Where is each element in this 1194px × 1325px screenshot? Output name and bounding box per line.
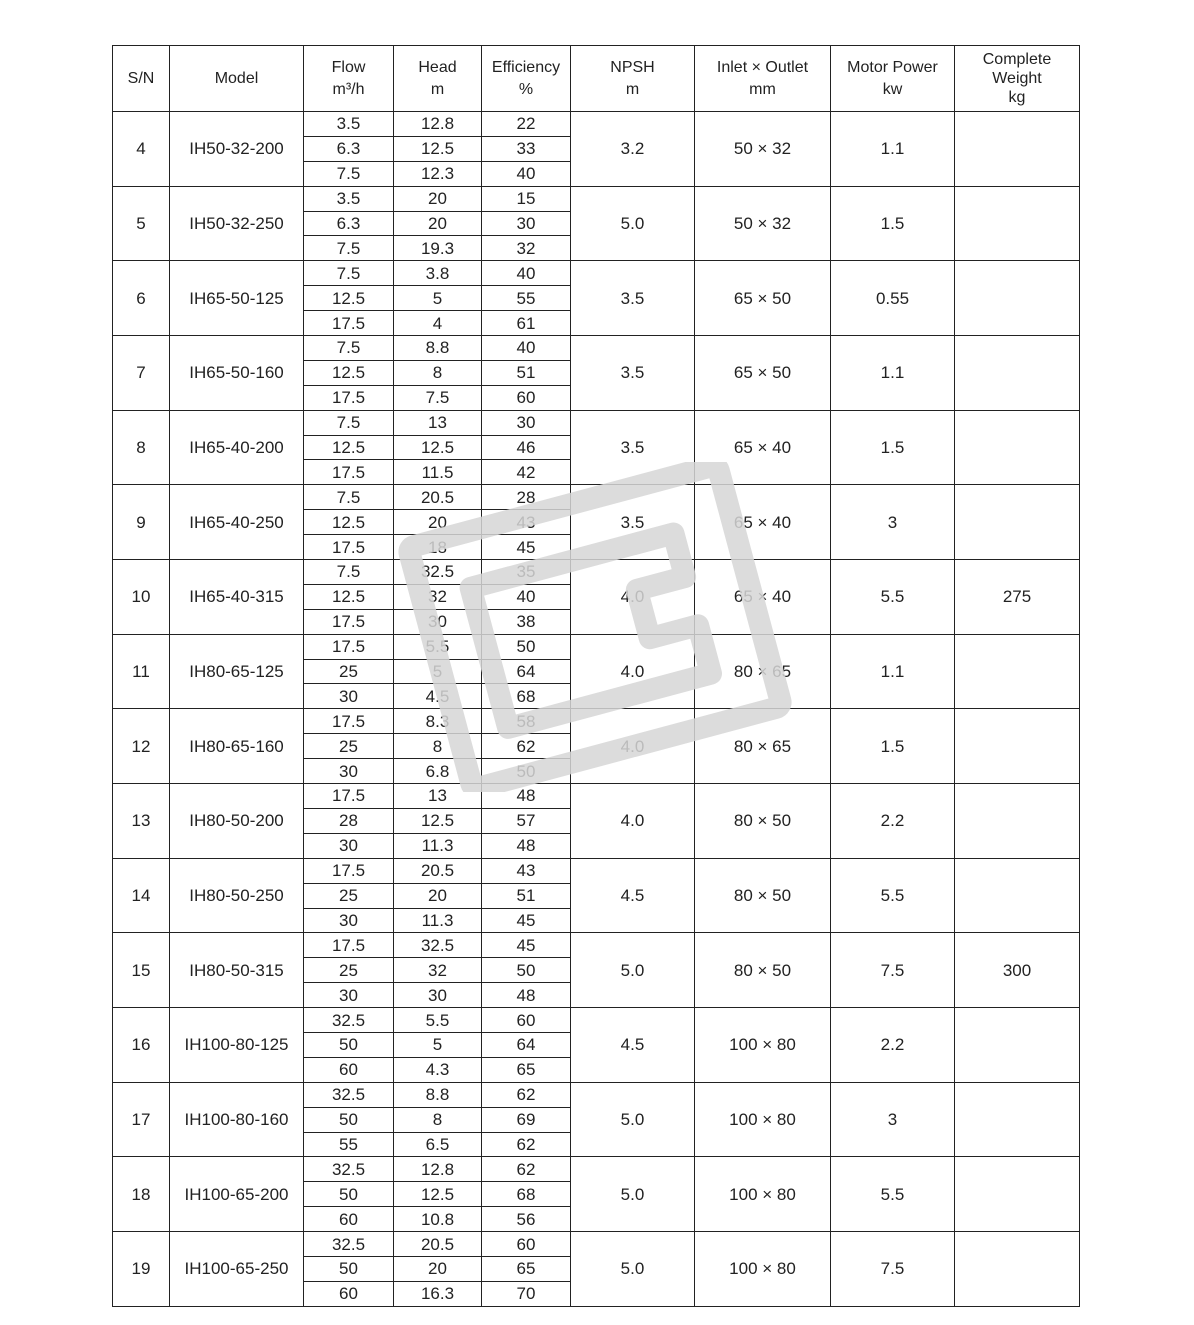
table-row <box>113 485 1080 510</box>
table-row <box>113 336 1080 361</box>
cell-sn: 17 <box>113 1082 170 1157</box>
cell-head: 12.5 <box>394 808 482 833</box>
cell-motor-power: 2.2 <box>831 1008 955 1083</box>
cell-sn: 16 <box>113 1008 170 1083</box>
cell-flow: 50 <box>304 1182 394 1207</box>
cell-inlet-outlet: 65 × 50 <box>695 261 831 336</box>
cell-inlet-outlet: 80 × 50 <box>695 784 831 859</box>
cell-flow: 50 <box>304 1032 394 1057</box>
cell-head: 19.3 <box>394 236 482 261</box>
cell-flow: 12.5 <box>304 584 394 609</box>
cell-head: 4.3 <box>394 1057 482 1082</box>
header-weight: Complete Weight kg <box>955 46 1080 112</box>
cell-efficiency: 22 <box>482 112 571 137</box>
cell-head: 11.3 <box>394 908 482 933</box>
table-row <box>113 1008 1080 1033</box>
cell-efficiency: 70 <box>482 1281 571 1306</box>
cell-flow: 17.5 <box>304 609 394 634</box>
cell-weight <box>955 1008 1080 1083</box>
cell-flow: 12.5 <box>304 360 394 385</box>
cell-flow: 7.5 <box>304 161 394 186</box>
cell-motor-power: 5.5 <box>831 560 955 635</box>
cell-efficiency: 43 <box>482 510 571 535</box>
cell-efficiency: 30 <box>482 410 571 435</box>
cell-weight <box>955 112 1080 187</box>
cell-flow: 7.5 <box>304 236 394 261</box>
cell-inlet-outlet: 65 × 40 <box>695 410 831 485</box>
cell-weight: 300 <box>955 933 1080 1008</box>
cell-head: 16.3 <box>394 1281 482 1306</box>
cell-weight <box>955 485 1080 560</box>
cell-flow: 30 <box>304 759 394 784</box>
cell-head: 10.8 <box>394 1207 482 1232</box>
cell-flow: 50 <box>304 1107 394 1132</box>
cell-efficiency: 62 <box>482 734 571 759</box>
cell-head: 30 <box>394 983 482 1008</box>
cell-efficiency: 42 <box>482 460 571 485</box>
cell-motor-power: 2.2 <box>831 784 955 859</box>
cell-weight <box>955 261 1080 336</box>
cell-weight <box>955 336 1080 411</box>
cell-npsh: 3.5 <box>571 485 695 560</box>
cell-motor-power: 5.5 <box>831 1157 955 1232</box>
cell-inlet-outlet: 65 × 40 <box>695 485 831 560</box>
cell-efficiency: 57 <box>482 808 571 833</box>
table-body <box>113 112 1080 1307</box>
cell-efficiency: 35 <box>482 560 571 585</box>
table-row <box>113 709 1080 734</box>
cell-weight <box>955 634 1080 709</box>
cell-efficiency: 51 <box>482 360 571 385</box>
cell-model: IH80-50-200 <box>170 784 304 859</box>
cell-head: 12.5 <box>394 136 482 161</box>
cell-sn: 4 <box>113 112 170 187</box>
cell-efficiency: 62 <box>482 1157 571 1182</box>
cell-weight <box>955 410 1080 485</box>
cell-model: IH80-65-160 <box>170 709 304 784</box>
cell-weight <box>955 1232 1080 1307</box>
cell-sn: 7 <box>113 336 170 411</box>
cell-head: 30 <box>394 609 482 634</box>
cell-efficiency: 51 <box>482 883 571 908</box>
cell-flow: 60 <box>304 1207 394 1232</box>
cell-model: IH100-65-250 <box>170 1232 304 1307</box>
cell-npsh: 5.0 <box>571 1157 695 1232</box>
cell-npsh: 5.0 <box>571 1082 695 1157</box>
cell-inlet-outlet: 65 × 50 <box>695 336 831 411</box>
table-row <box>113 1082 1080 1107</box>
cell-flow: 30 <box>304 908 394 933</box>
header-head: Head m <box>394 46 482 112</box>
cell-efficiency: 45 <box>482 535 571 560</box>
cell-motor-power: 1.5 <box>831 709 955 784</box>
cell-motor-power: 3 <box>831 1082 955 1157</box>
cell-npsh: 4.0 <box>571 709 695 784</box>
cell-efficiency: 60 <box>482 1008 571 1033</box>
cell-head: 32 <box>394 584 482 609</box>
cell-flow: 60 <box>304 1057 394 1082</box>
cell-motor-power: 1.1 <box>831 634 955 709</box>
cell-flow: 30 <box>304 684 394 709</box>
cell-efficiency: 43 <box>482 858 571 883</box>
header-motor-power: Motor Power kw <box>831 46 955 112</box>
cell-head: 7.5 <box>394 385 482 410</box>
cell-head: 8.8 <box>394 336 482 361</box>
cell-flow: 25 <box>304 883 394 908</box>
cell-head: 8 <box>394 360 482 385</box>
cell-inlet-outlet: 80 × 65 <box>695 709 831 784</box>
cell-model: IH65-40-200 <box>170 410 304 485</box>
cell-motor-power: 3 <box>831 485 955 560</box>
table-row <box>113 784 1080 809</box>
cell-efficiency: 60 <box>482 1232 571 1257</box>
table-row <box>113 560 1080 585</box>
cell-model: IH100-80-160 <box>170 1082 304 1157</box>
table-row <box>113 1232 1080 1257</box>
cell-npsh: 4.0 <box>571 560 695 635</box>
header-flow: Flow m³/h <box>304 46 394 112</box>
cell-weight <box>955 784 1080 859</box>
cell-head: 11.3 <box>394 833 482 858</box>
table-row <box>113 112 1080 137</box>
cell-sn: 15 <box>113 933 170 1008</box>
cell-efficiency: 48 <box>482 784 571 809</box>
cell-flow: 17.5 <box>304 311 394 336</box>
cell-head: 13 <box>394 410 482 435</box>
cell-motor-power: 1.5 <box>831 410 955 485</box>
cell-inlet-outlet: 100 × 80 <box>695 1008 831 1083</box>
cell-efficiency: 48 <box>482 833 571 858</box>
cell-sn: 9 <box>113 485 170 560</box>
table-row <box>113 410 1080 435</box>
cell-efficiency: 28 <box>482 485 571 510</box>
cell-efficiency: 33 <box>482 136 571 161</box>
table-row <box>113 1157 1080 1182</box>
cell-head: 12.5 <box>394 1182 482 1207</box>
cell-flow: 17.5 <box>304 385 394 410</box>
cell-head: 5 <box>394 659 482 684</box>
cell-head: 20 <box>394 1256 482 1281</box>
cell-head: 8 <box>394 734 482 759</box>
cell-model: IH80-50-315 <box>170 933 304 1008</box>
cell-flow: 17.5 <box>304 933 394 958</box>
cell-sn: 5 <box>113 186 170 261</box>
cell-efficiency: 32 <box>482 236 571 261</box>
cell-inlet-outlet: 50 × 32 <box>695 186 831 261</box>
cell-efficiency: 30 <box>482 211 571 236</box>
cell-weight <box>955 709 1080 784</box>
cell-flow: 7.5 <box>304 261 394 286</box>
cell-efficiency: 64 <box>482 1032 571 1057</box>
cell-head: 5.5 <box>394 634 482 659</box>
cell-weight <box>955 1157 1080 1232</box>
cell-head: 20.5 <box>394 858 482 883</box>
cell-npsh: 3.2 <box>571 112 695 187</box>
cell-motor-power: 1.1 <box>831 336 955 411</box>
cell-sn: 18 <box>113 1157 170 1232</box>
header-inlet-outlet: Inlet × Outlet mm <box>695 46 831 112</box>
cell-model: IH100-80-125 <box>170 1008 304 1083</box>
cell-model: IH50-32-200 <box>170 112 304 187</box>
cell-flow: 6.3 <box>304 136 394 161</box>
cell-inlet-outlet: 100 × 80 <box>695 1157 831 1232</box>
cell-head: 6.5 <box>394 1132 482 1157</box>
cell-efficiency: 45 <box>482 908 571 933</box>
cell-model: IH80-50-250 <box>170 858 304 933</box>
cell-head: 20 <box>394 211 482 236</box>
cell-npsh: 3.5 <box>571 410 695 485</box>
cell-npsh: 3.5 <box>571 336 695 411</box>
cell-efficiency: 62 <box>482 1132 571 1157</box>
cell-flow: 12.5 <box>304 510 394 535</box>
cell-npsh: 5.0 <box>571 1232 695 1307</box>
table-row <box>113 858 1080 883</box>
cell-flow: 7.5 <box>304 410 394 435</box>
cell-motor-power: 5.5 <box>831 858 955 933</box>
header-efficiency: Efficiency % <box>482 46 571 112</box>
cell-head: 8.3 <box>394 709 482 734</box>
cell-head: 8 <box>394 1107 482 1132</box>
cell-inlet-outlet: 80 × 50 <box>695 933 831 1008</box>
cell-inlet-outlet: 100 × 80 <box>695 1082 831 1157</box>
cell-efficiency: 62 <box>482 1082 571 1107</box>
cell-flow: 30 <box>304 983 394 1008</box>
cell-flow: 17.5 <box>304 535 394 560</box>
cell-head: 20 <box>394 510 482 535</box>
header-npsh: NPSH m <box>571 46 695 112</box>
cell-inlet-outlet: 80 × 50 <box>695 858 831 933</box>
cell-weight <box>955 858 1080 933</box>
cell-npsh: 4.5 <box>571 1008 695 1083</box>
cell-npsh: 4.0 <box>571 634 695 709</box>
cell-efficiency: 65 <box>482 1057 571 1082</box>
cell-inlet-outlet: 65 × 40 <box>695 560 831 635</box>
cell-sn: 8 <box>113 410 170 485</box>
cell-head: 5.5 <box>394 1008 482 1033</box>
table-row <box>113 261 1080 286</box>
cell-sn: 10 <box>113 560 170 635</box>
cell-efficiency: 40 <box>482 336 571 361</box>
cell-efficiency: 55 <box>482 286 571 311</box>
cell-motor-power: 1.5 <box>831 186 955 261</box>
cell-efficiency: 58 <box>482 709 571 734</box>
cell-efficiency: 38 <box>482 609 571 634</box>
cell-sn: 11 <box>113 634 170 709</box>
table-row <box>113 933 1080 958</box>
cell-head: 12.5 <box>394 435 482 460</box>
cell-head: 20.5 <box>394 1232 482 1257</box>
cell-efficiency: 68 <box>482 1182 571 1207</box>
cell-motor-power: 7.5 <box>831 1232 955 1307</box>
cell-model: IH65-50-125 <box>170 261 304 336</box>
cell-efficiency: 40 <box>482 584 571 609</box>
cell-efficiency: 65 <box>482 1256 571 1281</box>
cell-head: 6.8 <box>394 759 482 784</box>
cell-efficiency: 64 <box>482 659 571 684</box>
cell-flow: 28 <box>304 808 394 833</box>
cell-head: 5 <box>394 286 482 311</box>
cell-flow: 32.5 <box>304 1232 394 1257</box>
cell-head: 32 <box>394 958 482 983</box>
cell-weight <box>955 1082 1080 1157</box>
cell-flow: 6.3 <box>304 211 394 236</box>
cell-flow: 12.5 <box>304 435 394 460</box>
cell-inlet-outlet: 50 × 32 <box>695 112 831 187</box>
cell-sn: 14 <box>113 858 170 933</box>
cell-efficiency: 50 <box>482 759 571 784</box>
cell-model: IH100-65-200 <box>170 1157 304 1232</box>
cell-flow: 7.5 <box>304 560 394 585</box>
cell-head: 11.5 <box>394 460 482 485</box>
cell-efficiency: 40 <box>482 261 571 286</box>
cell-efficiency: 56 <box>482 1207 571 1232</box>
cell-efficiency: 15 <box>482 186 571 211</box>
cell-head: 20 <box>394 883 482 908</box>
cell-flow: 7.5 <box>304 485 394 510</box>
cell-efficiency: 50 <box>482 958 571 983</box>
table-row <box>113 186 1080 211</box>
cell-efficiency: 46 <box>482 435 571 460</box>
cell-head: 4.5 <box>394 684 482 709</box>
cell-flow: 32.5 <box>304 1008 394 1033</box>
cell-efficiency: 68 <box>482 684 571 709</box>
header-sn: S/N <box>113 46 170 112</box>
cell-flow: 3.5 <box>304 112 394 137</box>
cell-sn: 19 <box>113 1232 170 1307</box>
table-header <box>113 46 1080 112</box>
cell-flow: 55 <box>304 1132 394 1157</box>
cell-flow: 7.5 <box>304 336 394 361</box>
table-row <box>113 634 1080 659</box>
cell-flow: 17.5 <box>304 709 394 734</box>
cell-head: 12.8 <box>394 1157 482 1182</box>
cell-npsh: 4.5 <box>571 858 695 933</box>
cell-efficiency: 45 <box>482 933 571 958</box>
cell-inlet-outlet: 80 × 65 <box>695 634 831 709</box>
cell-head: 13 <box>394 784 482 809</box>
cell-efficiency: 60 <box>482 385 571 410</box>
cell-head: 5 <box>394 1032 482 1057</box>
cell-head: 3.8 <box>394 261 482 286</box>
cell-npsh: 5.0 <box>571 933 695 1008</box>
cell-flow: 12.5 <box>304 286 394 311</box>
cell-motor-power: 7.5 <box>831 933 955 1008</box>
cell-flow: 60 <box>304 1281 394 1306</box>
cell-flow: 50 <box>304 1256 394 1281</box>
cell-flow: 25 <box>304 659 394 684</box>
cell-flow: 25 <box>304 734 394 759</box>
cell-head: 18 <box>394 535 482 560</box>
cell-efficiency: 61 <box>482 311 571 336</box>
cell-sn: 12 <box>113 709 170 784</box>
cell-flow: 17.5 <box>304 460 394 485</box>
cell-head: 4 <box>394 311 482 336</box>
cell-npsh: 3.5 <box>571 261 695 336</box>
cell-model: IH65-40-315 <box>170 560 304 635</box>
cell-flow: 17.5 <box>304 634 394 659</box>
cell-flow: 17.5 <box>304 858 394 883</box>
cell-efficiency: 48 <box>482 983 571 1008</box>
cell-head: 8.8 <box>394 1082 482 1107</box>
cell-motor-power: 1.1 <box>831 112 955 187</box>
cell-flow: 17.5 <box>304 784 394 809</box>
cell-model: IH65-40-250 <box>170 485 304 560</box>
cell-sn: 6 <box>113 261 170 336</box>
cell-model: IH65-50-160 <box>170 336 304 411</box>
cell-model: IH50-32-250 <box>170 186 304 261</box>
cell-npsh: 5.0 <box>571 186 695 261</box>
cell-head: 12.3 <box>394 161 482 186</box>
cell-efficiency: 69 <box>482 1107 571 1132</box>
cell-head: 32.5 <box>394 560 482 585</box>
cell-flow: 25 <box>304 958 394 983</box>
cell-model: IH80-65-125 <box>170 634 304 709</box>
cell-npsh: 4.0 <box>571 784 695 859</box>
cell-head: 20.5 <box>394 485 482 510</box>
cell-weight <box>955 186 1080 261</box>
cell-weight: 275 <box>955 560 1080 635</box>
cell-efficiency: 40 <box>482 161 571 186</box>
cell-inlet-outlet: 100 × 80 <box>695 1232 831 1307</box>
cell-motor-power: 0.55 <box>831 261 955 336</box>
cell-flow: 3.5 <box>304 186 394 211</box>
cell-head: 12.8 <box>394 112 482 137</box>
cell-flow: 32.5 <box>304 1082 394 1107</box>
pump-spec-table <box>112 45 1080 1307</box>
header-model: Model <box>170 46 304 112</box>
cell-head: 20 <box>394 186 482 211</box>
cell-flow: 32.5 <box>304 1157 394 1182</box>
cell-efficiency: 50 <box>482 634 571 659</box>
cell-sn: 13 <box>113 784 170 859</box>
cell-head: 32.5 <box>394 933 482 958</box>
cell-flow: 30 <box>304 833 394 858</box>
